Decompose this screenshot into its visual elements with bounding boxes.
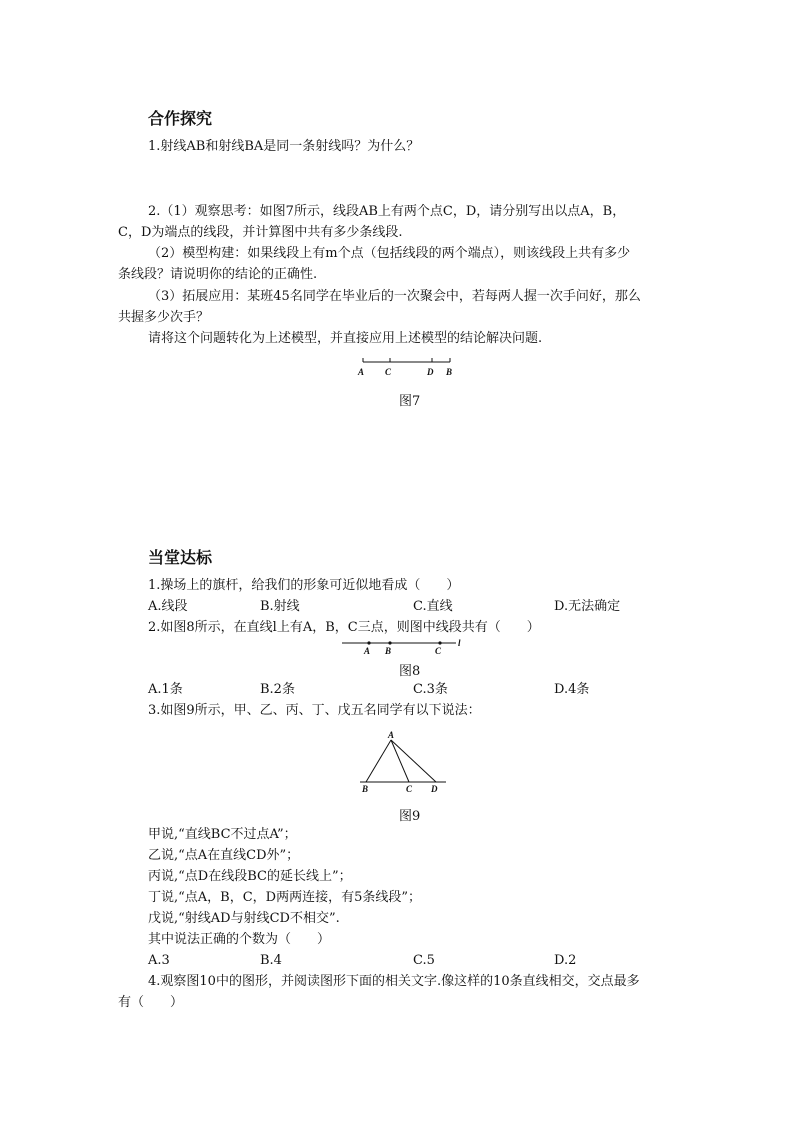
- check-question-4-line-2: 有（ ）: [118, 995, 184, 1010]
- q2-option-d: D.4条: [554, 682, 590, 697]
- statement-bing: 丙说,“点D在线段BC的延长线上”；: [148, 869, 352, 884]
- label-b: B: [446, 367, 453, 377]
- q3-option-c: C.5: [413, 953, 435, 968]
- label-c: C: [406, 784, 413, 794]
- statement-jia: 甲说,“直线BC不过点A”；: [148, 827, 297, 842]
- statement-wu: 戊说,“射线AD与射线CD不相交”.: [148, 911, 340, 926]
- q2-option-a: A.1条: [148, 682, 183, 697]
- q1-option-c: C.直线: [413, 599, 453, 614]
- inquiry-question-2-line-1: 2.（1）观察思考：如图7所示，线段AB上有两个点C，D，请分别写出以点A，B，: [148, 204, 626, 219]
- inquiry-question-2-line-4: 条线段？请说明你的结论的正确性.: [118, 267, 318, 282]
- inquiry-question-2-line-2: C，D为端点的线段，并计算图中共有多少条线段.: [118, 225, 403, 240]
- inquiry-question-2-line-3: （2）模型构建：如果线段上有m个点（包括线段的两个端点），则该线段上共有多少: [148, 246, 631, 261]
- q2-option-b: B.2条: [260, 682, 295, 697]
- q3-option-b: B.4: [260, 953, 282, 968]
- check-question-4-line-1: 4.观察图10中的图形，并阅读图形下面的相关文字.像这样的10条直线相交，交点最多: [148, 974, 640, 989]
- check-question-1: 1.操场上的旗杆，给我们的形象可近似地看成（ ）: [148, 578, 460, 593]
- segment-ac: [391, 740, 409, 782]
- inquiry-question-2-line-5: （3）拓展应用：某班45名同学在毕业后的一次聚会中，若每两人握一次手问好，那么: [148, 289, 641, 304]
- label-c: C: [385, 367, 392, 377]
- q1-option-b: B.射线: [260, 599, 300, 614]
- q3-prompt: 其中说法正确的个数为（ ）: [148, 932, 331, 947]
- inquiry-question-1: 1.射线AB和射线BA是同一条射线吗？为什么？: [148, 139, 420, 154]
- figure-9-caption: 图9: [399, 809, 421, 824]
- section-heading-class-check: 当堂达标: [148, 548, 213, 567]
- statement-yi: 乙说,“点A在直线CD外”；: [148, 848, 300, 863]
- label-d: D: [431, 784, 438, 794]
- statement-ding: 丁说,“点A，B，C，D两两连接，有5条线段”；: [148, 890, 422, 905]
- label-l: l: [458, 638, 461, 648]
- label-a: A: [358, 367, 365, 377]
- figure-8-caption: 图8: [399, 664, 421, 679]
- q1-option-a: A.线段: [148, 599, 188, 614]
- label-b: B: [362, 784, 369, 794]
- q1-option-d: D.无法确定: [554, 599, 621, 614]
- point-b: [388, 641, 391, 644]
- label-d: D: [427, 367, 434, 377]
- figure-8-line: [338, 636, 470, 658]
- q3-option-d: D.2: [554, 953, 577, 968]
- segment-ad: [391, 740, 436, 782]
- figure-9-triangle: [358, 730, 450, 796]
- point-c: [438, 641, 441, 644]
- figure-7-segment: [355, 355, 465, 381]
- figure-7-caption: 图7: [399, 394, 421, 409]
- section-heading-cooperative-inquiry: 合作探究: [148, 109, 213, 128]
- inquiry-question-2-line-7: 请将这个问题转化为上述模型，并直接应用上述模型的结论解决问题.: [148, 331, 543, 346]
- label-b: B: [385, 646, 392, 656]
- label-a: A: [364, 646, 371, 656]
- check-question-2: 2.如图8所示，在直线l上有A，B，C三点，则图中线段共有（ ）: [148, 620, 540, 635]
- label-c: C: [435, 646, 442, 656]
- check-question-3: 3.如图9所示，甲、乙、丙、丁、戊五名同学有以下说法：: [148, 703, 481, 718]
- point-a: [367, 641, 370, 644]
- q2-option-c: C.3条: [413, 682, 448, 697]
- q3-option-a: A.3: [148, 953, 170, 968]
- label-a: A: [388, 730, 395, 740]
- segment-ab: [366, 740, 391, 782]
- inquiry-question-2-line-6: 共握多少次手？: [118, 310, 210, 325]
